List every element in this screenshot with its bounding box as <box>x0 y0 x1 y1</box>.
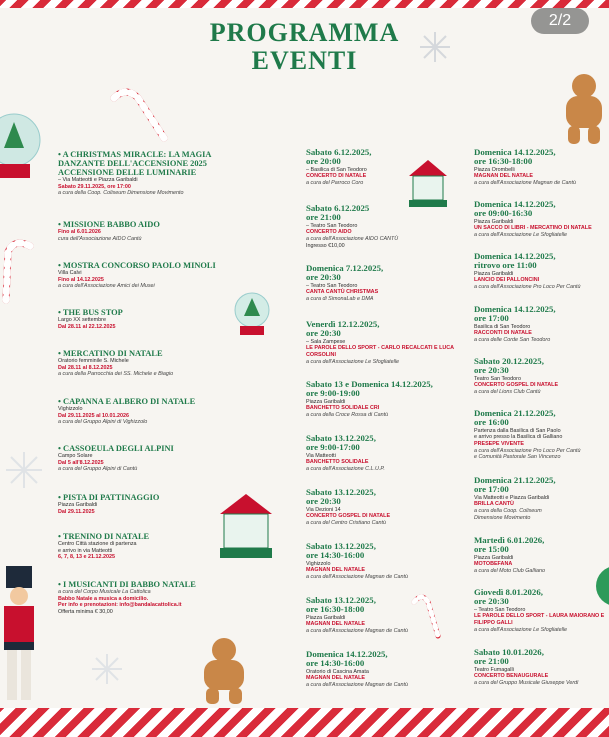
event-note: Babbo Natale a musica a domicilio. <box>58 595 149 602</box>
event-date: Venerdì 12.12.2025, <box>306 319 380 329</box>
event-date: Sabato 13.12.2025, <box>306 487 376 497</box>
event-date: Sabato 6.12.2025, <box>306 147 372 157</box>
event-item <box>474 252 608 291</box>
bullet-icon: • <box>58 150 63 159</box>
event-item <box>58 150 248 197</box>
event-time: ore 9:00-17:00 <box>306 442 360 453</box>
event-price: Offerta minima € 30,00 <box>58 608 113 615</box>
event-organizer: a cura dell'Associazione Magnan de Cantù <box>306 682 409 688</box>
event-title: MAGNAN DEL NATALE <box>306 621 365 628</box>
event-organizer: a cura dell'Associazione AIDO CANTÙ <box>306 236 399 242</box>
event-place: Teatro San Teodoro <box>474 375 521 382</box>
event-date: Domenica 21.12.2025, <box>474 475 556 485</box>
event-date: Sabato 20.12.2025, <box>474 356 544 366</box>
event-place: Piazza Garibaldi <box>306 398 346 405</box>
event-place: Via Dezioni 14 <box>306 506 341 513</box>
event-place: – Via Matteotti e Piazza Garibaldi <box>58 177 138 183</box>
bullet-icon: • <box>58 349 64 358</box>
candy-cane-left-icon <box>0 238 40 304</box>
event-date: Sabato 13.12.2025, <box>306 595 376 605</box>
bullet-icon: • <box>58 308 63 317</box>
event-date: Dal 28.11 al 22.12.2025 <box>58 323 116 330</box>
event-title: BANCHETTO SOLIDALE CRI <box>306 405 380 412</box>
event-place: – Teatro San Teodoro <box>306 222 358 229</box>
event-time: ore 14:30-16:00 <box>306 550 365 561</box>
event-time: ore 20:30 <box>474 596 509 607</box>
event-item <box>474 357 608 396</box>
event-organizer-line2: Dimensione Movimento <box>474 514 531 521</box>
event-item <box>58 444 248 473</box>
event-item <box>306 264 462 303</box>
bullet-icon: • <box>58 493 64 502</box>
event-time: ore 20:30 <box>306 272 341 283</box>
event-item <box>58 220 248 242</box>
bullet-icon: • <box>58 532 63 541</box>
event-date: Dal 29.11.2025 <box>58 508 95 515</box>
event-place: Piazza Garibaldi <box>474 218 514 225</box>
event-item <box>58 532 248 561</box>
event-date: Fino al 14.12.2025 <box>58 276 104 283</box>
event-organizer: a cura del Lions Club Cantù <box>474 389 541 395</box>
candy-stripe-top <box>0 0 609 8</box>
event-place: Piazza Garibaldi <box>306 614 346 621</box>
event-place: Via Matteotti e Piazza Garibaldi <box>474 494 550 501</box>
event-organizer: a cura della Parrocchia dei SS. Michele e Biagio <box>58 371 174 378</box>
event-organizer: a cura del Centro Cristiano Cantù <box>306 520 387 526</box>
event-title: CONCERTO BENAUGURALE <box>474 673 549 680</box>
event-title: MAGNAN DEL NATALE <box>306 675 365 682</box>
event-organizer: a cura dell'Associazione Magnan de Cantù <box>306 574 409 580</box>
snow-globe-icon <box>0 108 42 188</box>
event-date: 6, 7, 8, 13 e 21.12.2025 <box>58 554 115 561</box>
event-date: Dal 28.11 al 8.12.2025 <box>58 364 113 371</box>
event-place: Vighizzolo <box>306 560 331 567</box>
bullet-icon: • <box>58 261 64 270</box>
event-title: A CHRISTMAS MIRACLE: LA MAGIA DANZANTE DELL'ACCENSIONE 2025 ACCENSIONE DELLE LUMINARIE <box>58 150 212 177</box>
event-title: CAPANNA E ALBERO DI NATALE <box>63 397 196 406</box>
event-organizer: a cura della Coop. Coliseum <box>474 508 542 514</box>
bullet-icon: • <box>58 220 64 229</box>
event-item <box>474 476 608 521</box>
event-item <box>474 148 608 187</box>
event-title: MOSTRA CONCORSO PAOLO MINOLI <box>63 261 216 270</box>
event-time: ore 14:30-16:00 <box>306 658 365 669</box>
event-item <box>306 488 462 527</box>
event-item <box>306 204 462 249</box>
event-time: ore 16:00 <box>474 417 509 428</box>
bullet-icon: • <box>58 580 64 589</box>
event-time: ore 21:00 <box>306 212 341 223</box>
event-title: LE PAROLE DELLO SPORT - CARLO RECALCATI E LUCA CORSOLINI <box>306 345 454 358</box>
event-item <box>474 648 608 687</box>
event-time: ore 20:30 <box>306 496 341 507</box>
event-item <box>474 588 608 633</box>
event-place: Partenza dalla Basilica di San Paolo <box>474 427 561 434</box>
event-title: MOTOBEFANA <box>474 561 513 568</box>
event-title: BRILLA CANTÙ <box>474 501 514 508</box>
event-organizer: a cura dell'Associazione Amici dei Musei <box>58 283 155 290</box>
event-title: CONCERTO DI NATALE <box>306 173 367 180</box>
event-time: ore 09:00-16:30 <box>474 208 533 219</box>
event-organizer: a cura dell'Associazione Le Sfogliatelle <box>474 626 568 633</box>
event-place: Basilica di San Teodoro <box>474 323 531 330</box>
event-place: Teatro Fumagalli <box>474 666 514 673</box>
event-date: Domenica 7.12.2025, <box>306 263 384 273</box>
event-title: MAGNAN DEL NATALE <box>474 173 533 180</box>
event-item <box>58 261 248 290</box>
snowflake-bottom-icon <box>90 652 124 686</box>
event-organizer: a cura del Gruppo Alpini di Cantù <box>58 466 138 473</box>
event-item <box>58 580 248 615</box>
event-item <box>306 320 462 365</box>
event-item <box>306 380 462 419</box>
event-date: Sabato 29.11.2025, ore 17:00 <box>58 183 131 190</box>
event-title: TRENINO DI NATALE <box>62 532 150 541</box>
event-time: ore 17:00 <box>474 313 509 324</box>
event-date: Domenica 14.12.2025, <box>474 251 556 261</box>
event-date: Sabato 13.12.2025, <box>306 433 376 443</box>
event-organizer: a cura dell'Associazione Pro Loco Per Cantù <box>474 284 581 290</box>
page-title-line2: EVENTI <box>251 46 358 75</box>
event-title: UN SACCO DI LIBRI - MERCATINO DI NATALE <box>474 225 592 232</box>
event-organizer: a cura dell'Associazione Pro Loco Per Cantù <box>474 447 581 454</box>
page-title-line1: PROGRAMMA <box>209 18 400 47</box>
event-place: – Basilica di San Teodoro <box>306 166 367 173</box>
event-place: Villa Calvi <box>58 270 82 276</box>
event-time: ore 16:30-18:00 <box>474 156 533 167</box>
event-time: ore 21:00 <box>474 656 509 667</box>
event-place-line2: e arrivo in via Matteotti <box>58 547 113 554</box>
snowflake-icon <box>418 30 452 64</box>
event-time: ritrovo ore 11:00 <box>474 260 537 271</box>
event-date: Martedì 6.01.2026, <box>474 535 545 545</box>
event-organizer: a cura delle Corde San Teodoro <box>474 337 551 343</box>
event-title: PISTA DI PATTINAGGIO <box>63 493 160 502</box>
event-place: – Teatro San Teodoro <box>306 282 358 289</box>
event-title: PRESEPE VIVENTE <box>474 441 525 447</box>
gingerbread-man-bottom-icon <box>192 636 256 706</box>
event-item <box>474 200 608 239</box>
event-place: Piazza Garibaldi <box>58 502 98 508</box>
event-title: LANCIO DEI PALLONCINI <box>474 277 540 284</box>
event-price: Ingresso €10,00 <box>306 242 345 249</box>
event-item <box>306 650 462 689</box>
event-date: Giovedì 8.01.2026, <box>474 587 543 597</box>
event-title: CONCERTO GOSPEL DI NATALE <box>306 513 391 520</box>
event-title: BANCHETTO SOLIDALE <box>306 459 369 466</box>
event-contact-link[interactable]: Per info e prenotazioni: info@bandalacattolica.it <box>58 602 182 609</box>
page-counter-badge[interactable]: 2/2 <box>531 8 589 34</box>
event-place: Oratorio femminile S. Michele <box>58 358 129 364</box>
event-title: THE BUS STOP <box>62 308 123 317</box>
event-date: Domenica 14.12.2025, <box>474 199 556 209</box>
event-time: ore 20:30 <box>474 365 509 376</box>
event-date: Domenica 14.12.2025, <box>474 304 556 314</box>
event-organizer: a cura dell'Associazione Magnan de Cantù <box>306 628 409 634</box>
event-organizer: a cura del Parroco Coro <box>306 180 364 186</box>
event-title: CANTA CANTÙ CHRISTMAS <box>306 289 379 296</box>
event-time: ore 20:00 <box>306 156 341 167</box>
event-item <box>474 305 608 344</box>
event-place: Piazza Garibaldi <box>474 554 514 561</box>
event-time: ore 15:00 <box>474 544 509 555</box>
event-title: LE PAROLE DELLO SPORT - LAURA MAIORANO E FILIPPO GALLI <box>474 613 605 626</box>
event-organizer: a cura dell'Associazione Le Sfogliatelle <box>306 358 400 365</box>
event-place-line2: e arrivo presso la Basilica di Galliano <box>474 434 563 441</box>
snowflake-left-icon <box>4 450 44 490</box>
event-date: Fino al 6.01.2026 <box>58 229 101 235</box>
event-place: Piazza Garibaldi <box>474 270 514 277</box>
event-title: MISSIONE BABBO AIDO <box>63 220 160 229</box>
event-title: RACCONTI DI NATALE <box>474 330 532 337</box>
event-date: Sabato 13 e Domenica 14.12.2025, <box>306 379 433 389</box>
event-place: Largo XX settembre <box>58 317 106 323</box>
event-place: Via Matteotti <box>306 452 336 459</box>
event-organizer: a cura del Corpo Musicale La Cattolica <box>58 589 151 595</box>
event-organizer: a cura del Gruppo Alpini di Vighizzolo <box>58 419 148 426</box>
event-place: Centro Città stazione di partenza <box>58 541 137 547</box>
event-organizer: cura dell'Associazione AIDO Cantù <box>58 235 142 242</box>
event-item <box>306 434 462 473</box>
bullet-icon: • <box>58 444 64 453</box>
event-date: Domenica 21.12.2025, <box>474 408 556 418</box>
event-place: Oratorio di Cascina Amata <box>306 668 369 675</box>
event-item <box>58 493 248 515</box>
candy-stripe-bottom <box>0 708 609 737</box>
event-date: Sabato 6.12.2025 <box>306 203 370 213</box>
event-time: ore 16:30-18:00 <box>306 604 365 615</box>
event-place: Campo Solare <box>58 453 93 459</box>
event-title: CONCERTO GOSPEL DI NATALE <box>474 382 559 389</box>
event-item <box>306 596 462 635</box>
candy-cane-icon <box>104 88 168 144</box>
event-organizer: a cura di SimonaLab e DMA <box>306 296 374 302</box>
event-place: Piazza Orombelli <box>474 166 515 173</box>
event-place: – Sala Zampese <box>306 338 346 345</box>
event-title: CONCERTO AIDO <box>306 229 352 236</box>
event-time: ore 20:30 <box>306 328 341 339</box>
event-organizer-line2: e Comunità Pastorale San Vincenzo <box>474 454 561 461</box>
gingerbread-man-icon <box>556 72 609 148</box>
event-date: Domenica 14.12.2025, <box>474 147 556 157</box>
event-item <box>474 409 608 461</box>
event-organizer: a cura dell'Associazione C.L.U.P. <box>306 466 385 472</box>
event-organizer: a cura della Coop. Coliseum Dimensione Movimento <box>58 190 184 197</box>
event-time: ore 9:00-19:00 <box>306 388 360 399</box>
event-title: MAGNAN DEL NATALE <box>306 567 365 574</box>
event-item <box>306 148 462 187</box>
event-time: ore 17:00 <box>474 484 509 495</box>
event-date: Domenica 14.12.2025, <box>306 649 388 659</box>
event-date: Dal 29.11.2025 al 10.01.2026 <box>58 412 130 419</box>
event-title: MERCATINO DI NATALE <box>63 349 163 358</box>
event-title: I MUSICANTI DI BABBO NATALE <box>63 580 196 589</box>
event-item <box>58 397 248 426</box>
event-organizer: a cura del Gruppo Musicale Giuseppe Verdi <box>474 680 579 686</box>
event-item <box>58 308 248 330</box>
bullet-icon: • <box>58 397 64 406</box>
event-item <box>474 536 608 575</box>
event-place: Vighizzolo <box>58 406 83 412</box>
event-item <box>306 542 462 581</box>
event-place: – Teatro San Teodoro <box>474 606 526 613</box>
nutcracker-icon <box>0 566 42 708</box>
event-item <box>58 349 248 378</box>
event-organizer: a cura della Croce Rossa di Cantù <box>306 412 389 418</box>
event-organizer: a cura dell'Associazione Le Sfogliatelle <box>474 232 568 238</box>
event-date: Sabato 10.01.2026, <box>474 647 544 657</box>
event-date: Dal 5 all'8.12.2025 <box>58 459 104 466</box>
event-date: Sabato 13.12.2025, <box>306 541 376 551</box>
event-organizer: a cura del Moto Club Galliano <box>474 568 546 574</box>
event-title: CASSOEULA DEGLI ALPINI <box>63 444 174 453</box>
event-organizer: a cura dell'Associazione Magnan de Cantù <box>474 180 577 186</box>
